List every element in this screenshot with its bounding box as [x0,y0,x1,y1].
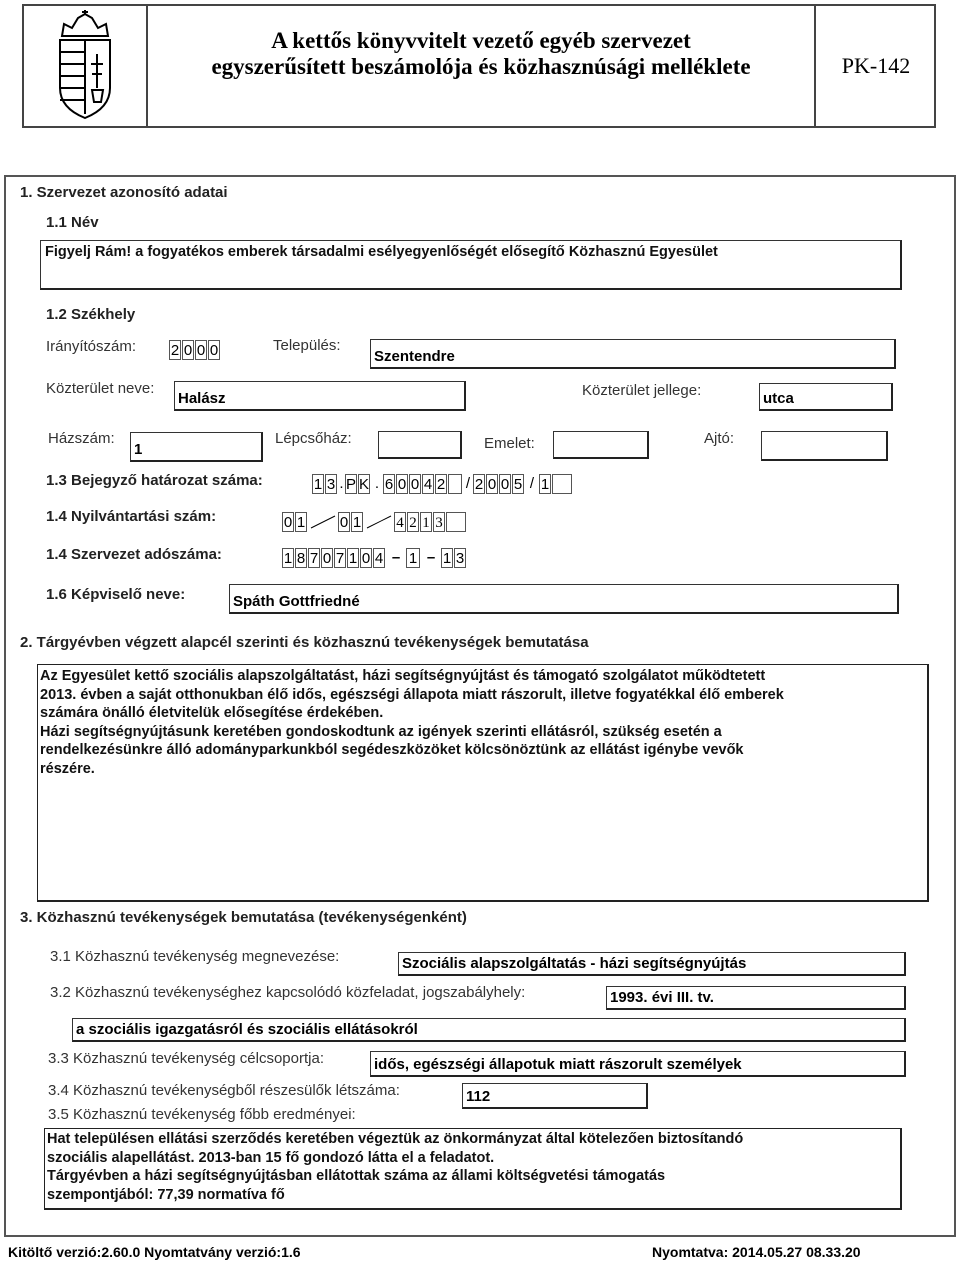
celcsoport-field[interactable] [370,1051,906,1077]
header-title-line2: egyszerűsített beszámolója és közhasznúsági melléklete [211,54,751,79]
bejegyzo-char: 2 [474,476,484,493]
adoszam-char: 0 [361,550,371,567]
kozterulet-neve-field[interactable] [174,381,466,411]
nyilvantartasi-char: 0 [339,514,349,531]
celcsoport-label: 3.3 Közhasznú tevékenység célcsoportja: [48,1050,324,1067]
iranyitoszam-label: Irányítószám: [46,338,137,355]
bejegyzo-char: 6 [384,476,394,493]
emelet-field[interactable] [553,431,649,459]
header-title-line1: A kettős könyvvitelt vezető egyéb szervezet [271,28,691,53]
kozfeladat-value-2: a szociális igazgatásról és szociális ellátásokról [76,1021,418,1038]
bejegyzo-char: 0 [397,476,407,493]
nyilvantartasi-char: 1 [420,512,432,532]
bejegyzo-char: 3 [326,476,336,493]
iranyitoszam-digit: 0 [209,342,219,359]
kepviselo-value: Spáth Gottfriedné [233,593,360,610]
tevekenysegek-text [40,667,784,778]
nyilvantartasi-label: 1.4 Nyilvántartási szám: [46,508,217,525]
text-line: szociális alapellátást. 2013-ban 15 fő gondozó látta el a feladatot. [47,1149,495,1166]
nyilvantartasi-char: 2 [407,512,419,532]
iranyitoszam-digit: 2 [170,342,180,359]
bejegyzo-char: K [359,476,370,493]
bejegyzo-slash: / [529,475,535,492]
bejegyzo-char: 0 [500,476,510,493]
adoszam-label: 1.4 Szervezet adószáma: [46,546,222,563]
megnevezes-value: Szociális alapszolgáltatás - házi segítségnyújtás [402,955,747,972]
megnevezes-field[interactable] [398,952,906,976]
section1-title: 1. Szervezet azonosító adatai [20,184,228,201]
hazszam-label: Házszám: [48,430,115,447]
bejegyzo-char: 0 [410,476,420,493]
text-line: Az Egyesület kettő szociális alapszolgáltatást, házi segítségnyújtást és támogató szolgálatot működtetett [40,668,766,684]
kozfeladat-field-2[interactable] [72,1018,906,1042]
bejegyzo-label: 1.3 Bejegyző határozat száma: [46,472,263,489]
nyilvantartasi-char: 0 [283,514,293,531]
text-line: Tárgyévben a házi segítségnyújtásban ellátottak száma az állami költségvetési támogatás [47,1168,666,1184]
section3-title: 3. Közhasznú tevékenységek bemutatása (tevékenységenként) [20,909,467,926]
kozfeladat-label: 3.2 Közhasznú tevékenységhez kapcsolódó közfeladat, jogszabályhely: [50,984,526,1001]
header-title [150,28,812,80]
adoszam-char: 0 [322,550,332,567]
iranyitoszam-digit: 0 [196,342,206,359]
slash-divider-icon [364,512,394,532]
nyilvantartasi-char: 4 [394,512,406,532]
text-line: Házi segítségnyújtásunk keretében gondoskodtunk az igények szerinti ellátásról, szükség esetén a [40,723,722,740]
letszam-field[interactable] [462,1083,648,1109]
kozfeladat-value-1: 1993. évi III. tv. [610,989,714,1006]
nyilvantartasi-char-empty [446,512,466,532]
section2-title: 2. Tárgyévben végzett alapcél szerinti és közhasznú tevékenységek bemutatása [20,634,589,651]
adoszam-char: 8 [296,550,306,567]
text-line: szempontjából: 77,39 normatíva fő [47,1186,285,1203]
kozterulet-jellege-label: Közterület jellege: [582,382,702,399]
telepules-field[interactable] [370,339,896,369]
lepcsohaz-label: Lépcsőház: [275,430,352,447]
form-code: PK-142 [841,53,911,78]
bejegyzo-char-empty [552,474,572,494]
telepules-value: Szentendre [374,348,455,365]
kozterulet-jellege-value: utca [763,390,794,407]
ajto-field[interactable] [761,431,888,461]
nev-field[interactable] [40,240,902,290]
bejegyzo-char: P [346,476,357,493]
eredmenyek-label: 3.5 Közhasznú tevékenység főbb eredményei: [48,1106,356,1123]
letszam-label: 3.4 Közhasznú tevékenységből részesülők létszáma: [48,1082,400,1099]
text-line: részére. [40,760,95,777]
adoszam-char: 1 [406,548,420,568]
hazszam-value: 1 [134,441,143,458]
letszam-value: 112 [466,1088,491,1105]
bejegyzo-char-empty [448,474,462,494]
tevekenysegek-textarea[interactable] [37,664,929,902]
adoszam-dash: – [426,549,436,566]
slash-divider-icon [308,512,338,532]
iranyitoszam-field[interactable] [169,340,221,360]
hungarian-coat-of-arms-icon [40,10,130,122]
bejegyzo-dot: . [374,475,380,492]
footer-left: Kitöltő verzió:2.60.0 Nyomtatvány verzió:1.6 [8,1244,301,1260]
adoszam-field[interactable] [282,548,467,568]
kepviselo-label: 1.6 Képviselő neve: [46,586,186,603]
eredmenyek-textarea[interactable] [44,1128,902,1210]
bejegyzo-char: 1 [540,476,550,493]
bejegyzo-field[interactable] [312,474,573,494]
adoszam-char: 1 [442,550,452,567]
lepcsohaz-field[interactable] [378,431,462,459]
bejegyzo-slash: / [465,475,471,492]
nyilvantartasi-field[interactable] [282,512,467,532]
footer-right: Nyomtatva: 2014.05.27 08.33.20 [652,1244,861,1260]
bejegyzo-dot: . [339,475,344,492]
telepules-label: Település: [273,337,341,354]
ajto-label: Ajtó: [704,430,735,447]
text-line: rendelkezésünkre álló adományparkunkból segédeszközöket kölcsönöztünk az ellátást igénybe vevők [40,742,744,758]
kozterulet-jellege-field[interactable] [759,383,893,411]
nyilvantartasi-char: 3 [433,512,445,532]
iranyitoszam-digit: 0 [183,342,193,359]
adoszam-char: 7 [309,550,319,567]
hazszam-field[interactable] [130,432,263,462]
adoszam-char: 1 [348,550,358,567]
nev-label: 1.1 Név [46,214,99,231]
kozterulet-neve-value: Halász [178,390,226,407]
adoszam-char: 7 [335,550,345,567]
nyilvantartasi-char: 1 [352,514,362,531]
bejegyzo-char: 2 [436,476,446,493]
bejegyzo-char: 4 [423,476,433,493]
text-line: számára önálló életvitelük elősegítése érdekében. [40,705,384,721]
celcsoport-value: idős, egészségi állapotuk miatt rászorult személyek [374,1056,742,1073]
header-divider-left [146,4,148,128]
kepviselo-field[interactable] [229,584,899,614]
adoszam-dash: – [391,549,401,566]
nev-value: Figyelj Rám! a fogyatékos emberek társadalmi esélyegyenlőségét elősegítő Közhasznú Egyesület [45,244,718,260]
kozfeladat-field-1[interactable] [606,986,906,1010]
bejegyzo-char: 1 [313,476,323,493]
eredmenyek-text [47,1130,743,1204]
text-line: 2013. évben a saját otthonukban élő idős, egészségi állapota miatt rászorult, illetve fogyatékkal élő emberek [40,686,784,703]
text-line: Hat településen ellátási szerződés keretében végeztük az önkormányzat által kötelezően biztosítandó [47,1131,744,1147]
adoszam-char: 4 [374,550,384,567]
kozterulet-neve-label: Közterület neve: [46,380,155,397]
bejegyzo-char: 0 [487,476,497,493]
emelet-label: Emelet: [484,435,535,452]
bejegyzo-char: 5 [513,476,523,493]
nyilvantartasi-char: 1 [296,514,306,531]
adoszam-char: 1 [283,550,293,567]
megnevezes-label: 3.1 Közhasznú tevékenység megnevezése: [50,948,340,965]
adoszam-char: 3 [455,550,465,567]
szekhely-label: 1.2 Székhely [46,306,136,323]
